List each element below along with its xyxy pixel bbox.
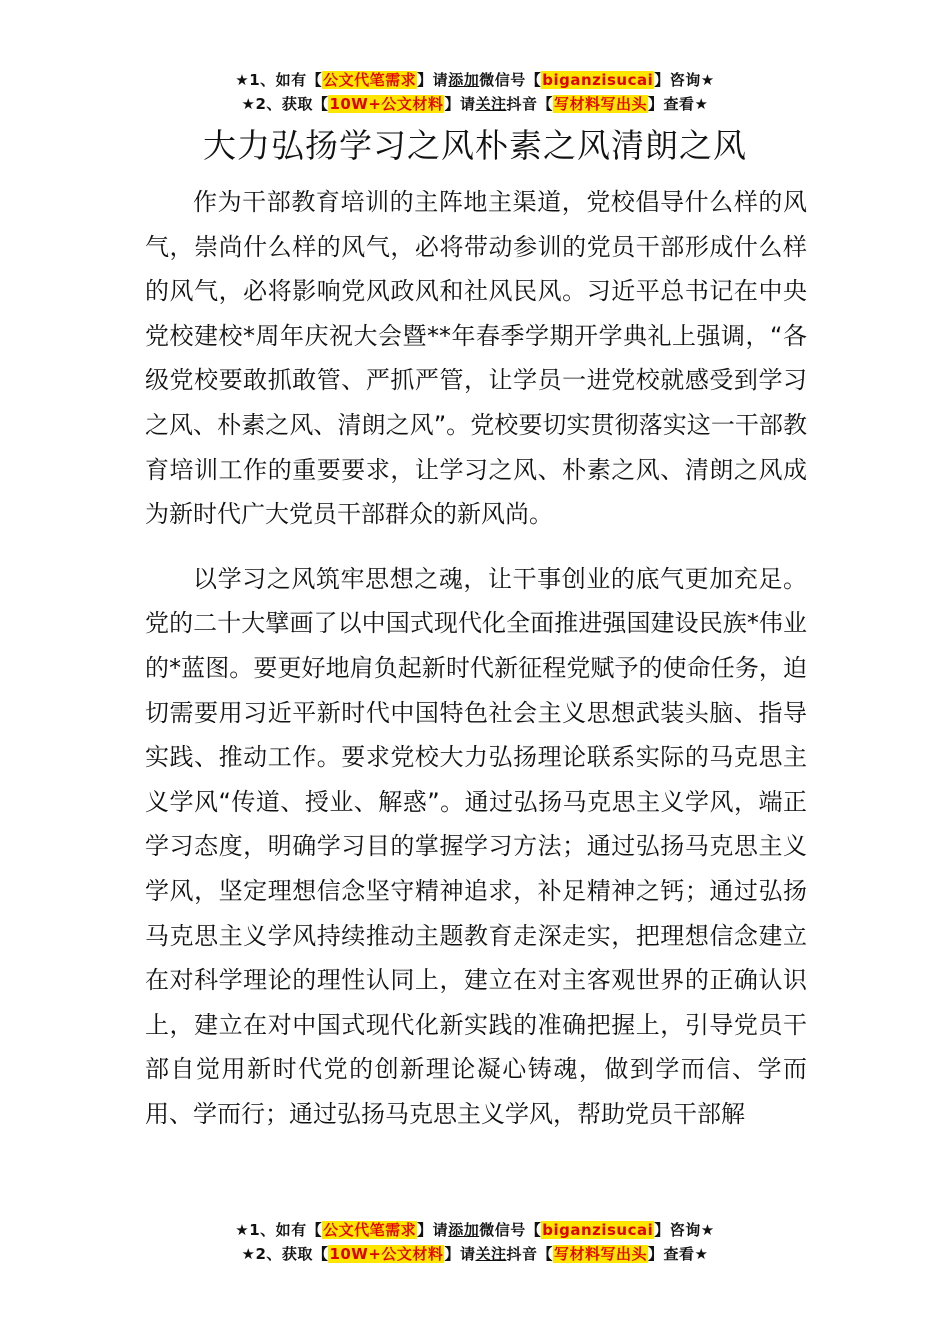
- promo-line-2: ★2、获取【10W+公文材料】请关注抖音【写材料写出头】查看★: [241, 1245, 709, 1263]
- highlight-douyin: 写材料写出头: [553, 1245, 647, 1263]
- highlight-materials: 10W+公文材料: [329, 95, 444, 113]
- highlight-materials: 10W+公文材料: [329, 1245, 444, 1263]
- highlight-wechat-id: biganzisucai: [542, 1221, 654, 1239]
- highlight-ghostwriting: 公文代笔需求: [323, 71, 417, 89]
- document-body: [145, 180, 807, 1136]
- promo-footer: [0, 1218, 950, 1266]
- promo-line-1: ★1、如有【公文代笔需求】请添加微信号【biganzisucai】咨询★: [235, 71, 715, 89]
- paragraph-2: 以学习之风筑牢思想之魂，让干事创业的底气更加充足。党的二十大擘画了以中国式现代化全面推进强国建设民族*伟业的*蓝图。要更好地肩负起新时代新征程党赋予的使命任务，迫切需要用习近平新时代中国特色社会主义思想武装头脑、指导实践、推动工作。要求党校大力弘扬理论联系实际的马克思主义学风“传道、授业、解惑”。通过弘扬马克思主义学风，端正学习态度，明确学习目的掌握学习方法；通过弘扬马克思主义学风，坚定理想信念坚守精神追求，补足精神之钙；通过弘扬马克思主义学风持续推动主题教育走深走实，把理想信念建立在对科学理论的理性认同上，建立在对主客观世界的正确认识上，建立在对中国式现代化新实践的准确把握上，引导党员干部自觉用新时代党的创新理论凝心铸魂，做到学而信、学而用、学而行；通过弘扬马克思主义学风，帮助党员干部解: [145, 564, 807, 1128]
- promo-line-2: ★2、获取【10W+公文材料】请关注抖音【写材料写出头】查看★: [241, 95, 709, 113]
- highlight-douyin: 写材料写出头: [553, 95, 647, 113]
- highlight-ghostwriting: 公文代笔需求: [323, 1221, 417, 1239]
- document-title: 大力弘扬学习之风朴素之风清朗之风: [203, 126, 747, 165]
- promo-line-1: ★1、如有【公文代笔需求】请添加微信号【biganzisucai】咨询★: [235, 1221, 715, 1239]
- paragraph-spacer: [145, 537, 807, 557]
- paragraph-1: 作为干部教育培训的主阵地主渠道，党校倡导什么样的风气，崇尚什么样的风气，必将带动参训的党员干部形成什么样的风气，必将影响党风政风和社风民风。习近平总书记在中央党校建校*周年庆祝大会暨**年春季学期开学典礼上强调，“各级党校要敢抓敢管、严抓严管，让学员一进党校就感受到学习之风、朴素之风、清朗之风”。党校要切实贯彻落实这一干部教育培训工作的重要要求，让学习之风、朴素之风、清朗之风成为新时代广大党员干部群众的新风尚。: [145, 188, 807, 529]
- highlight-wechat-id: biganzisucai: [542, 71, 654, 89]
- promo-header: [0, 68, 950, 116]
